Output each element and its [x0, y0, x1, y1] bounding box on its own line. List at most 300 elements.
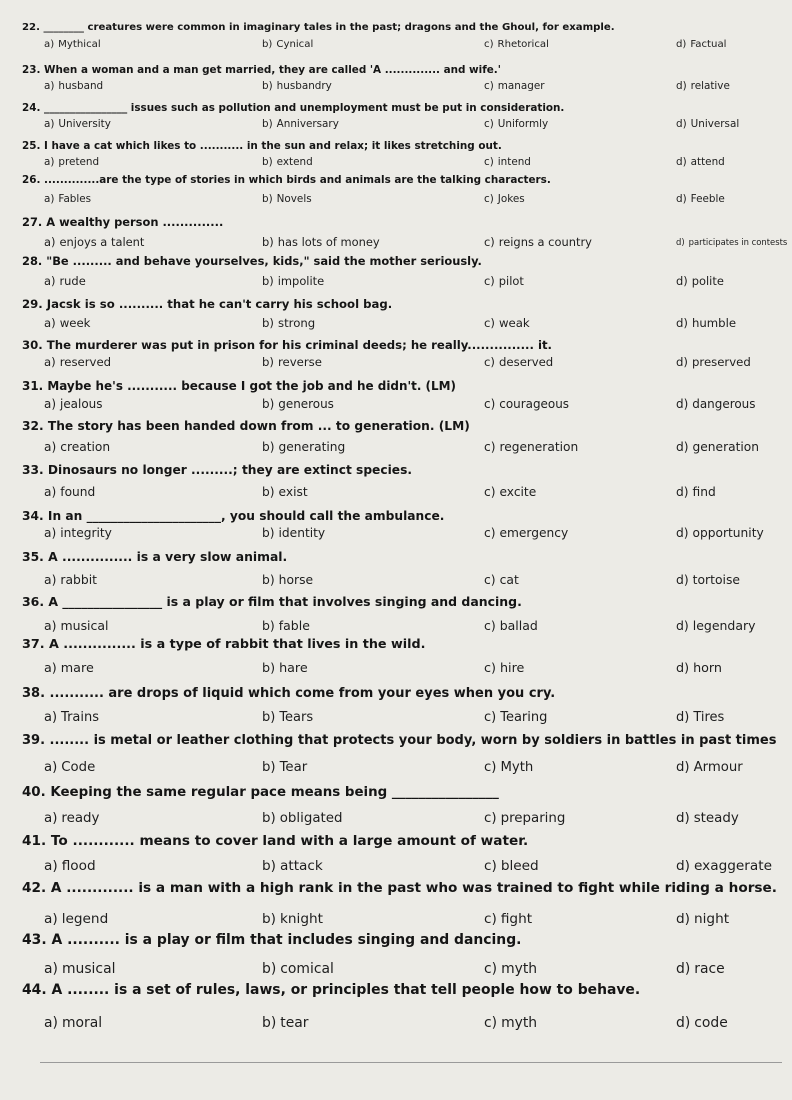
- option-letter: a): [44, 760, 58, 775]
- option-text: Tearing: [500, 710, 548, 725]
- option-a: [44, 78, 103, 94]
- option-c: [484, 154, 531, 170]
- option-text: Myth: [500, 760, 534, 775]
- option-b: [262, 78, 332, 94]
- option-b: [262, 811, 342, 827]
- question-stem: 26. ..............are the type of stories in which birds and animals are the talking characters.: [22, 174, 551, 186]
- option-c: [484, 396, 569, 412]
- question-stem: 32. The story has been handed down from ... to generation. (LM): [22, 419, 470, 433]
- option-text: comical: [280, 961, 334, 977]
- option-text: integrity: [60, 526, 112, 540]
- option-letter: c): [484, 316, 495, 330]
- option-letter: d): [676, 156, 687, 168]
- option-letter: c): [484, 710, 497, 725]
- option-letter: d): [676, 618, 689, 633]
- option-letter: b): [262, 440, 275, 454]
- option-text: generating: [278, 440, 346, 454]
- option-letter: b): [262, 573, 275, 587]
- option-letter: a): [44, 440, 57, 454]
- option-letter: c): [484, 485, 496, 499]
- option-text: ballad: [499, 618, 538, 633]
- question-stem: 44. A ........ is a set of rules, laws, or principles that tell people how to behave.: [22, 982, 641, 998]
- option-text: myth: [501, 1015, 538, 1031]
- option-text: obligated: [279, 811, 343, 826]
- option-letter: b): [262, 80, 273, 92]
- option-c: [484, 234, 592, 250]
- option-text: tortoise: [692, 573, 740, 587]
- option-text: strong: [277, 316, 316, 330]
- option-letter: d): [676, 573, 689, 587]
- option-text: rude: [59, 274, 86, 288]
- option-text: has lots of money: [277, 235, 380, 249]
- option-a: [44, 710, 99, 726]
- option-d: [676, 811, 739, 827]
- option-letter: d): [676, 274, 688, 288]
- option-letter: c): [484, 760, 497, 775]
- option-letter: b): [262, 911, 276, 927]
- option-d: [676, 618, 755, 634]
- option-letter: d): [676, 80, 687, 92]
- question-stem: 24. ________________ issues such as pollution and unemployment must be put in consideration.: [22, 102, 565, 114]
- option-letter: b): [262, 1015, 277, 1031]
- option-letter: c): [484, 397, 496, 411]
- option-d: [676, 191, 725, 207]
- option-c: [484, 37, 549, 53]
- option-text: Anniversary: [276, 118, 339, 130]
- option-text: deserved: [499, 355, 554, 369]
- option-d: [676, 572, 740, 588]
- option-letter: d): [676, 316, 688, 330]
- option-b: [262, 484, 308, 500]
- question-stem: 41. To ............ means to cover land with a large amount of water.: [22, 833, 529, 849]
- option-letter: b): [262, 235, 274, 249]
- option-d: [676, 396, 755, 412]
- option-text: jealous: [60, 397, 103, 411]
- option-a: [44, 354, 111, 370]
- option-b: [262, 154, 313, 170]
- option-text: fight: [500, 911, 533, 927]
- question-stem: 30. The murderer was put in prison for his criminal deeds; he really............... it.: [22, 338, 552, 352]
- option-letter: d): [676, 118, 687, 130]
- option-d: [676, 858, 772, 874]
- option-text: rabbit: [60, 573, 97, 587]
- option-d: [676, 760, 743, 776]
- option-letter: b): [262, 961, 277, 977]
- option-letter: d): [676, 710, 690, 725]
- option-text: extend: [276, 156, 313, 168]
- option-letter: d): [676, 1015, 691, 1031]
- option-text: Code: [61, 760, 96, 775]
- option-text: horse: [278, 573, 314, 587]
- option-b: [262, 572, 313, 588]
- option-c: [484, 354, 553, 370]
- option-a: [44, 116, 111, 132]
- option-c: [484, 710, 547, 726]
- option-a: [44, 234, 144, 250]
- option-letter: a): [44, 618, 57, 633]
- option-text: pilot: [498, 274, 524, 288]
- option-text: horn: [693, 661, 723, 676]
- option-letter: d): [676, 526, 689, 540]
- option-c: [484, 525, 568, 541]
- option-a: [44, 961, 115, 977]
- option-text: identity: [278, 526, 326, 540]
- option-text: found: [60, 485, 96, 499]
- option-letter: a): [44, 193, 55, 205]
- question-stem: 39. ........ is metal or leather clothing that protects your body, worn by soldiers in battles in past times: [22, 733, 777, 748]
- option-text: participates in contests: [688, 237, 788, 247]
- option-text: husband: [58, 80, 104, 92]
- option-letter: b): [262, 316, 274, 330]
- option-a: [44, 484, 95, 500]
- option-letter: c): [484, 235, 495, 249]
- option-letter: c): [484, 80, 494, 92]
- option-text: hare: [279, 661, 308, 676]
- option-a: [44, 760, 95, 776]
- option-text: attack: [279, 858, 323, 874]
- option-b: [262, 37, 313, 53]
- option-letter: d): [676, 397, 689, 411]
- option-text: intend: [497, 156, 531, 168]
- option-b: [262, 439, 345, 455]
- option-d: [676, 273, 724, 289]
- option-b: [262, 858, 323, 874]
- option-b: [262, 354, 322, 370]
- option-d: [676, 439, 759, 455]
- option-b: [262, 273, 324, 289]
- option-text: Mythical: [58, 39, 101, 50]
- option-letter: a): [44, 573, 57, 587]
- option-a: [44, 911, 108, 927]
- option-c: [484, 439, 578, 455]
- question-stem: 35. A ............... is a very slow animal.: [22, 550, 288, 564]
- option-letter: c): [484, 355, 495, 369]
- question-stem: 27. A wealthy person ..............: [22, 215, 224, 229]
- option-d: [676, 525, 764, 541]
- option-b: [262, 661, 308, 677]
- option-text: impolite: [277, 274, 325, 288]
- option-letter: d): [676, 440, 689, 454]
- option-letter: b): [262, 193, 273, 205]
- option-text: University: [58, 118, 111, 130]
- option-letter: c): [484, 618, 496, 633]
- option-letter: c): [484, 811, 497, 826]
- option-b: [262, 315, 315, 331]
- option-text: fable: [278, 618, 310, 633]
- option-text: exaggerate: [693, 858, 772, 874]
- option-letter: c): [484, 156, 494, 168]
- option-letter: c): [484, 911, 497, 927]
- option-c: [484, 858, 539, 874]
- option-text: Tear: [279, 760, 308, 775]
- option-text: myth: [501, 961, 538, 977]
- option-letter: b): [262, 39, 273, 50]
- option-d: [676, 661, 722, 677]
- option-text: Cynical: [276, 39, 314, 50]
- option-text: exist: [278, 485, 308, 499]
- option-letter: c): [484, 573, 496, 587]
- option-d: [676, 234, 787, 250]
- option-d: [676, 37, 726, 53]
- option-letter: a): [44, 526, 57, 540]
- option-letter: b): [262, 858, 276, 874]
- option-a: [44, 661, 94, 677]
- option-b: [262, 1015, 309, 1031]
- option-c: [484, 961, 537, 977]
- option-letter: b): [262, 661, 276, 676]
- option-c: [484, 811, 565, 827]
- option-a: [44, 191, 91, 207]
- option-a: [44, 439, 110, 455]
- option-d: [676, 354, 751, 370]
- option-c: [484, 661, 524, 677]
- option-text: Uniformly: [497, 118, 549, 130]
- option-c: [484, 618, 538, 634]
- option-d: [676, 78, 730, 94]
- option-text: Feeble: [690, 193, 725, 205]
- option-text: musical: [60, 618, 109, 633]
- option-letter: c): [484, 193, 494, 205]
- option-c: [484, 315, 530, 331]
- option-a: [44, 1015, 102, 1031]
- question-stem: 36. A ________________ is a play or film that involves singing and dancing.: [22, 594, 522, 609]
- option-text: emergency: [499, 526, 569, 540]
- option-letter: b): [262, 156, 273, 168]
- option-letter: c): [484, 440, 496, 454]
- option-d: [676, 315, 736, 331]
- option-text: week: [59, 316, 91, 330]
- option-text: Fables: [58, 193, 92, 205]
- question-stem: 38. ........... are drops of liquid which come from your eyes when you cry.: [22, 686, 556, 701]
- option-d: [676, 484, 716, 500]
- question-stem: 40. Keeping the same regular pace means being ________________: [22, 785, 499, 800]
- option-text: find: [692, 485, 716, 499]
- option-letter: a): [44, 397, 56, 411]
- option-c: [484, 273, 524, 289]
- option-text: Trains: [61, 710, 100, 725]
- option-letter: c): [484, 961, 498, 977]
- option-b: [262, 191, 312, 207]
- option-text: opportunity: [692, 526, 764, 540]
- option-text: moral: [61, 1015, 103, 1031]
- option-a: [44, 396, 102, 412]
- option-letter: c): [484, 526, 496, 540]
- option-letter: c): [484, 661, 496, 676]
- option-letter: a): [44, 911, 58, 927]
- option-a: [44, 811, 99, 827]
- question-stem: 42. A ............. is a man with a high rank in the past who was trained to fight while riding a horse.: [22, 880, 777, 896]
- option-text: weak: [499, 316, 530, 330]
- option-a: [44, 858, 96, 874]
- option-letter: c): [484, 858, 497, 874]
- option-a: [44, 273, 86, 289]
- question-stem: 29. Jacsk is so .......... that he can't carry his school bag.: [22, 297, 393, 311]
- option-c: [484, 1015, 537, 1031]
- option-text: relative: [690, 80, 730, 92]
- option-letter: b): [262, 760, 276, 775]
- option-d: [676, 961, 725, 977]
- option-a: [44, 37, 101, 53]
- option-letter: a): [44, 118, 55, 130]
- question-stem: 23. When a woman and a man get married, they are called 'A .............. and wife.': [22, 64, 501, 76]
- option-text: Universal: [690, 118, 740, 130]
- bottom-divider: [40, 1062, 782, 1063]
- option-letter: b): [262, 355, 274, 369]
- option-text: cat: [499, 573, 519, 587]
- option-letter: c): [484, 118, 494, 130]
- option-b: [262, 396, 334, 412]
- question-stem: 31. Maybe he's ........... because I got the job and he didn't. (LM): [22, 379, 456, 393]
- option-letter: d): [676, 858, 690, 874]
- option-letter: b): [262, 618, 275, 633]
- option-letter: c): [484, 274, 495, 288]
- option-letter: d): [676, 961, 691, 977]
- option-b: [262, 961, 334, 977]
- option-text: Factual: [690, 39, 727, 50]
- option-text: pretend: [58, 156, 100, 168]
- option-letter: d): [676, 193, 687, 205]
- option-letter: a): [44, 661, 57, 676]
- option-text: musical: [61, 961, 116, 977]
- option-text: Tears: [279, 710, 314, 725]
- option-a: [44, 315, 90, 331]
- option-text: regeneration: [499, 440, 579, 454]
- option-letter: a): [44, 274, 56, 288]
- option-text: dangerous: [692, 397, 756, 411]
- option-c: [484, 116, 548, 132]
- option-text: excite: [499, 485, 537, 499]
- option-c: [484, 78, 544, 94]
- option-letter: a): [44, 858, 58, 874]
- option-letter: b): [262, 710, 276, 725]
- option-letter: b): [262, 397, 275, 411]
- option-d: [676, 116, 739, 132]
- option-b: [262, 234, 380, 250]
- option-b: [262, 525, 325, 541]
- option-letter: a): [44, 485, 57, 499]
- option-text: code: [694, 1015, 728, 1031]
- option-letter: a): [44, 710, 58, 725]
- option-b: [262, 116, 339, 132]
- option-text: Rhetorical: [497, 39, 549, 50]
- option-letter: a): [44, 156, 55, 168]
- question-stem: 34. In an ______________________, you should call the ambulance.: [22, 509, 445, 523]
- option-letter: a): [44, 961, 58, 977]
- option-text: Novels: [276, 193, 312, 205]
- option-c: [484, 191, 525, 207]
- option-a: [44, 525, 112, 541]
- option-text: humble: [691, 316, 737, 330]
- option-letter: d): [676, 39, 687, 50]
- option-letter: a): [44, 355, 56, 369]
- option-text: preserved: [691, 355, 751, 369]
- option-text: polite: [691, 274, 724, 288]
- option-letter: b): [262, 811, 276, 826]
- option-b: [262, 760, 307, 776]
- question-stem: 43. A .......... is a play or film that includes singing and dancing.: [22, 932, 522, 948]
- option-text: flood: [61, 858, 96, 874]
- option-text: bleed: [500, 858, 539, 874]
- option-letter: d): [676, 237, 685, 247]
- option-a: [44, 618, 109, 634]
- option-text: generation: [692, 440, 759, 454]
- option-a: [44, 572, 97, 588]
- option-text: night: [693, 911, 730, 927]
- option-letter: b): [262, 485, 275, 499]
- question-stem: 28. "Be ......... and behave yourselves, kids," said the mother seriously.: [22, 254, 482, 268]
- option-text: ready: [61, 811, 100, 826]
- option-letter: c): [484, 1015, 498, 1031]
- option-text: legendary: [692, 618, 756, 633]
- question-stem: 37. A ............... is a type of rabbit that lives in the wild.: [22, 637, 426, 652]
- question-stem: 33. Dinosaurs no longer .........; they are extinct species.: [22, 463, 412, 477]
- option-letter: d): [676, 485, 689, 499]
- option-letter: b): [262, 274, 274, 288]
- option-text: reigns a country: [498, 235, 592, 249]
- option-text: reverse: [277, 355, 322, 369]
- option-c: [484, 911, 532, 927]
- option-d: [676, 154, 725, 170]
- option-letter: d): [676, 811, 690, 826]
- option-letter: b): [262, 526, 275, 540]
- option-text: tear: [280, 1015, 309, 1031]
- option-letter: a): [44, 1015, 58, 1031]
- option-letter: d): [676, 760, 690, 775]
- option-text: enjoys a talent: [59, 235, 145, 249]
- option-b: [262, 618, 310, 634]
- option-c: [484, 760, 533, 776]
- option-d: [676, 1015, 728, 1031]
- option-letter: d): [676, 355, 688, 369]
- question-stem: 22. ________ creatures were common in imaginary tales in the past; dragons and the Ghoul, for example.: [22, 22, 615, 33]
- option-text: Jokes: [497, 193, 525, 205]
- option-text: husbandry: [276, 80, 332, 92]
- option-text: preparing: [500, 811, 566, 826]
- option-text: legend: [61, 911, 109, 927]
- option-letter: d): [676, 661, 690, 676]
- option-letter: d): [676, 911, 690, 927]
- question-stem: 25. I have a cat which likes to ........... in the sun and relax; it likes stretching out.: [22, 140, 502, 152]
- option-c: [484, 484, 536, 500]
- option-d: [676, 911, 729, 927]
- option-text: Armour: [693, 760, 743, 775]
- option-a: [44, 154, 99, 170]
- option-letter: c): [484, 39, 494, 50]
- option-text: creation: [60, 440, 111, 454]
- option-text: generous: [278, 397, 334, 411]
- option-text: mare: [60, 661, 94, 676]
- option-letter: a): [44, 316, 56, 330]
- option-text: knight: [279, 911, 323, 927]
- option-text: manager: [497, 80, 545, 92]
- option-letter: a): [44, 39, 55, 50]
- option-text: attend: [690, 156, 725, 168]
- option-text: reserved: [59, 355, 112, 369]
- option-text: steady: [693, 811, 739, 826]
- option-text: hire: [499, 661, 525, 676]
- option-b: [262, 911, 323, 927]
- option-letter: a): [44, 811, 58, 826]
- option-letter: b): [262, 118, 273, 130]
- option-b: [262, 710, 313, 726]
- option-d: [676, 710, 724, 726]
- option-c: [484, 572, 519, 588]
- option-letter: a): [44, 80, 55, 92]
- option-text: Tires: [693, 710, 725, 725]
- option-letter: a): [44, 235, 56, 249]
- option-text: courageous: [499, 397, 570, 411]
- option-text: race: [694, 961, 725, 977]
